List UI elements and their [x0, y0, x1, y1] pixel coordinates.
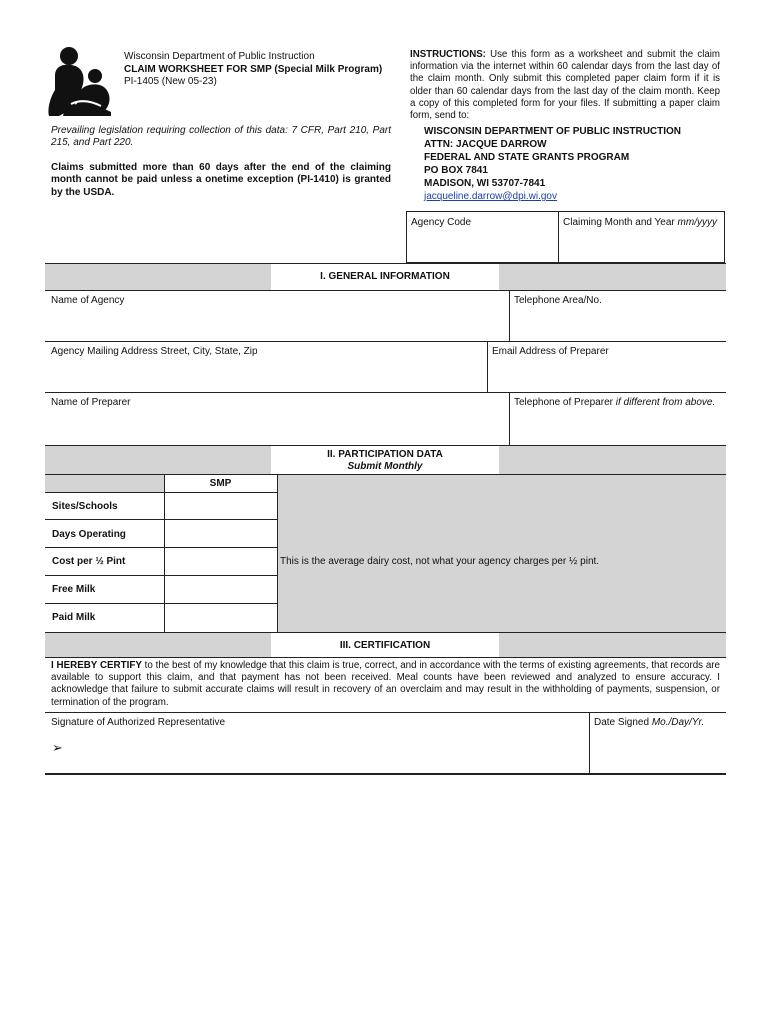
telephone-field[interactable]: [510, 291, 725, 341]
date-signed-text: Date Signed: [594, 717, 650, 728]
date-signed-field[interactable]: [590, 713, 725, 773]
date-signed-hint: Mo./Day/Yr.: [651, 717, 705, 728]
address-line-3: FEDERAL AND STATE GRANTS PROGRAM: [424, 152, 630, 163]
row-days-operating: Days Operating: [52, 529, 126, 540]
claiming-month-field[interactable]: [558, 211, 725, 263]
instructions-label: INSTRUCTIONS:: [410, 49, 486, 60]
row-free-milk: Free Milk: [52, 584, 96, 595]
signature-arrow-icon: ➢: [52, 740, 63, 755]
days-operating-input[interactable]: [165, 520, 277, 547]
certify-bold: I HEREBY CERTIFY: [51, 660, 142, 671]
section-header-shade-right: [499, 446, 726, 474]
email-preparer-field[interactable]: [488, 342, 725, 392]
agency-code-field[interactable]: [406, 211, 559, 263]
signature-field[interactable]: [45, 713, 587, 773]
section-1-title: I. GENERAL INFORMATION: [320, 271, 450, 282]
divider: [277, 474, 278, 632]
section-header-shade-left: [45, 446, 271, 474]
form-title: CLAIM WORKSHEET FOR SMP (Special Milk Program): [124, 63, 383, 75]
email-preparer-label: Email Address of Preparer: [492, 346, 609, 357]
section-header-shade-left: [45, 633, 271, 657]
section-2-title-text: II. PARTICIPATION DATA: [327, 449, 443, 460]
telephone-label: Telephone Area/No.: [514, 295, 602, 306]
address-line-5: MADISON, WI 53707-7841: [424, 178, 546, 189]
form-number: PI-1405 (New 05-23): [124, 76, 217, 87]
row-sites-schools: Sites/Schools: [52, 501, 118, 512]
section-3-title: III. CERTIFICATION: [339, 640, 431, 651]
instructions: [410, 49, 720, 122]
smp-column-header: SMP: [209, 478, 232, 489]
sites-schools-input[interactable]: [165, 493, 277, 519]
mailing-address-label: Agency Mailing Address Street, City, State, Zip: [51, 346, 258, 357]
row-paid-milk: Paid Milk: [52, 612, 96, 623]
claiming-month-text: Claiming Month and Year: [563, 217, 675, 228]
address-line-2: ATTN: JACQUE DARROW: [424, 139, 547, 150]
address-line-1: WISCONSIN DEPARTMENT OF PUBLIC INSTRUCTION: [424, 126, 682, 137]
divider: [45, 657, 726, 658]
mailing-address-field[interactable]: [45, 342, 485, 392]
row-cost-per-half-pint: Cost per ½ Pint: [52, 556, 126, 567]
deadline-notice: Claims submitted more than 60 days after the end of the claiming month cannot be paid unless a onetime exception (PI-1410) is granted by the USDA.: [51, 162, 391, 198]
department-name: Wisconsin Department of Public Instruction: [124, 51, 315, 62]
cost-note: This is the average dairy cost, not what your agency charges per ½ pint.: [280, 556, 600, 567]
agency-code-label: Agency Code: [411, 217, 472, 228]
mailing-address: [424, 125, 681, 203]
certify-body: to the best of my knowledge that this claim is true, correct, and in accordance with the terms of existing agreements, that records are available to support this claim, and that payment has not been received. Meal counts have been reviewed and analyzed to ensure accuracy. I acknowledge that failure to submit accurate claims will result in recovery of an overclaim and may result in the withholding of payments, suspension, or termination of the program.: [51, 660, 721, 708]
telephone-preparer-field[interactable]: [510, 393, 725, 445]
bottom-rule: [45, 773, 726, 775]
table-corner-shade: [45, 475, 164, 492]
section-2-subtitle: Submit Monthly: [347, 461, 423, 472]
certification-text: [51, 660, 720, 709]
section-header-shade-left: [45, 264, 271, 290]
section-header-shade-right: [499, 264, 726, 290]
telephone-preparer-text: Telephone of Preparer: [514, 397, 613, 408]
claiming-month-label: [563, 217, 717, 228]
section-2-title: [271, 449, 499, 473]
legislation-note: Prevailing legislation requiring collection of this data: 7 CFR, Part 210, Part 215, and Part 220.: [51, 125, 391, 149]
paid-milk-input[interactable]: [165, 604, 277, 631]
signature-label: Signature of Authorized Representative: [51, 717, 225, 728]
address-line-4: PO BOX 7841: [424, 165, 488, 176]
section-header-shade-right: [499, 633, 726, 657]
contact-email-link[interactable]: jacqueline.darrow@dpi.wi.gov: [424, 191, 557, 202]
form-header: [124, 51, 382, 89]
free-milk-input[interactable]: [165, 576, 277, 603]
name-of-agency-label: Name of Agency: [51, 295, 125, 306]
telephone-preparer-hint: if different from above.: [615, 397, 716, 408]
cost-per-half-pint-input[interactable]: [165, 548, 277, 575]
name-preparer-label: Name of Preparer: [51, 397, 131, 408]
name-preparer-field[interactable]: [45, 393, 508, 445]
note-area-shade: [277, 475, 726, 632]
instructions-text: Use this form as a worksheet and submit the claim information via the internet within 60 calendar days from the last day of the claim month. Only submit this completed paper claim form if it is older than 60 calendar days from the last day of the claim month. Keep a copy of this completed form for your files. If submitting a paper claim form, send to:: [410, 49, 720, 122]
dpi-logo: [45, 46, 113, 118]
claiming-month-hint: mm/yyyy: [677, 217, 717, 228]
name-of-agency-field[interactable]: [45, 291, 508, 341]
